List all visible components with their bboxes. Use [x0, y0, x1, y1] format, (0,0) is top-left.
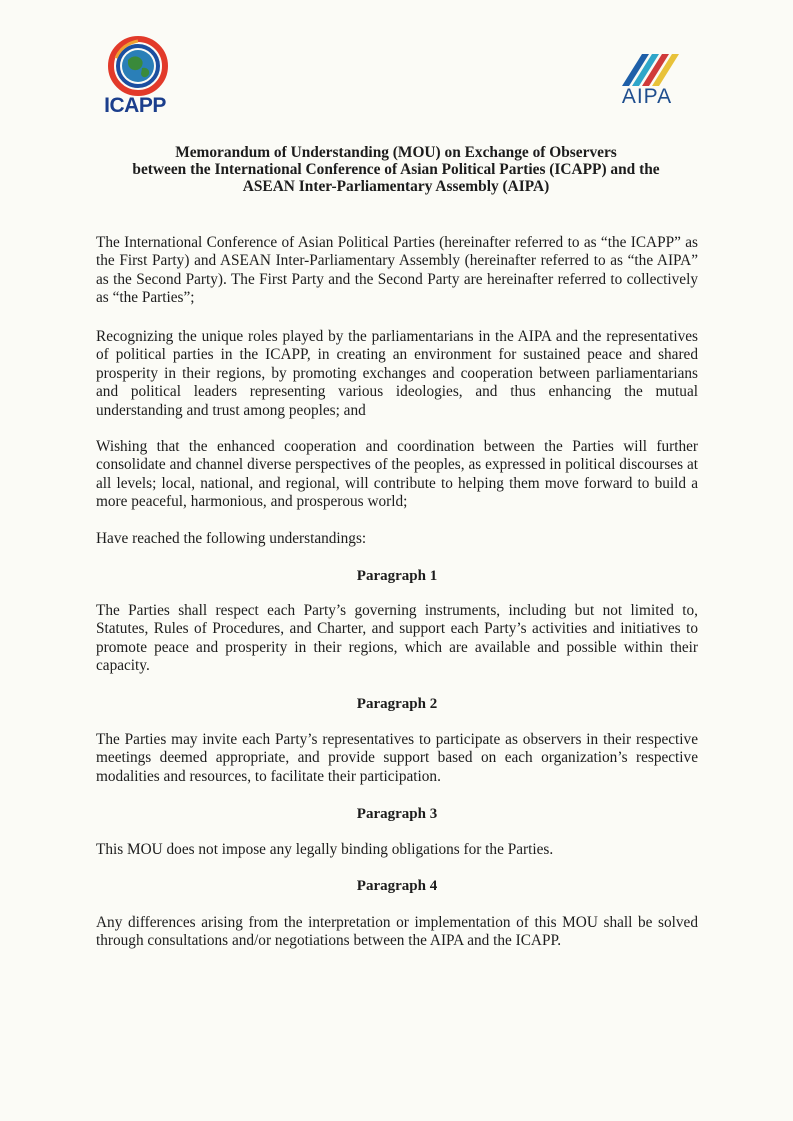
document-title: [96, 144, 696, 195]
preamble-parties: The International Conference of Asian Political Parties (hereinafter referred to as “the ICAPP” as the First Party) and ASEAN Inter-Parliamentary Assembly (hereinafter referred to as “the AIPA” as the Second Party). The First Party and the Second Party are hereinafter referred to collectively as “the Parties”;: [96, 234, 698, 307]
aipa-logo: [604, 52, 694, 112]
preamble-wishing: Wishing that the enhanced cooperation and coordination between the Parties will further consolidate and channel diverse perspectives of the peoples, as expressed in political discourses at all levels; local, national, and regional, will contribute to helping them move forward to build a more peaceful, harmonious, and prosperous world;: [96, 438, 698, 511]
preamble-recognizing: Recognizing the unique roles played by the parliamentarians in the AIPA and the representatives of political parties in the ICAPP, in creating an environment for sustained peace and shared prosperity in their regions, by promoting exchanges and cooperation between parliamentarians and political leaders representing various ideologies, and thus enhancing the mutual understanding and trust among peoples; and: [96, 328, 698, 419]
stripes-icon: [618, 52, 680, 88]
preamble-understandings: Have reached the following understandings:: [96, 530, 367, 547]
icapp-logo-text: ICAPP: [104, 94, 166, 117]
title-line-2: between the International Conference of Asian Political Parties (ICAPP) and the: [132, 161, 660, 178]
icapp-logo: [100, 36, 180, 120]
paragraph-4-heading: Paragraph 4: [356, 878, 438, 894]
paragraph-1-text: The Parties shall respect each Party’s governing instruments, including but not limited to, Statutes, Rules of Procedures, and Charter, and support each Party’s activities and initiatives to promote peace and prosperity in their regions, which are available and possible within their capacity.: [96, 602, 698, 675]
aipa-logo-text: AIPA: [621, 85, 673, 108]
paragraph-2-heading: Paragraph 2: [356, 696, 438, 712]
paragraph-2-text: The Parties may invite each Party’s representatives to participate as observers in their respective meetings deemed appropriate, and provide support based on each organization’s respective modalities and resources, to facilitate their participation.: [96, 731, 698, 785]
paragraph-3-text: This MOU does not impose any legally binding obligations for the Parties.: [96, 841, 554, 858]
paragraph-1-heading: Paragraph 1: [356, 568, 438, 584]
paragraph-4-text: Any differences arising from the interpretation or implementation of this MOU shall be solved through consultations and/or negotiations between the AIPA and the ICAPP.: [96, 914, 698, 950]
paragraph-3-heading: Paragraph 3: [356, 806, 438, 822]
globe-icon: [106, 36, 170, 98]
title-line-1: Memorandum of Understanding (MOU) on Exchange of Observers: [175, 144, 617, 161]
title-line-3: ASEAN Inter-Parliamentary Assembly (AIPA): [242, 178, 550, 195]
